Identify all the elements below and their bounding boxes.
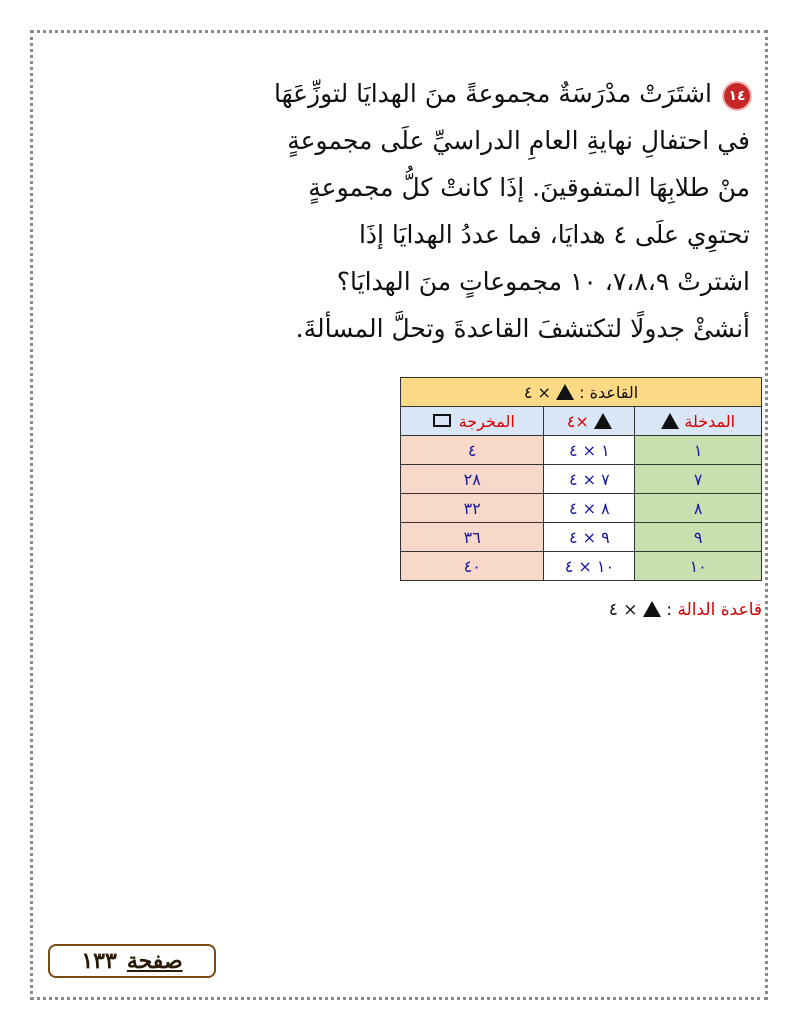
cell-input: ١ [635,436,762,465]
table-row [401,494,762,523]
question-line-3: منْ طلابِهَا المتفوقينَ. إذَا كانتْ كلُّ مجموعةٍ [308,173,750,202]
question-line-2: في احتفالِ نهايةِ العامِ الدراسيِّ علَى مجموعةٍ [287,126,750,155]
header-input-label: المدخلة [684,411,736,431]
cell-input: ٩ [635,523,762,552]
cell-process: ٩ × ٤ [544,523,635,552]
triangle-icon [661,413,679,429]
rule-expression: × ٤ [523,382,551,402]
header-output [401,407,544,436]
function-rule-expression: × ٤ [608,600,638,620]
page-number: ١٣٣ [81,948,117,974]
rule-table [400,377,762,581]
cell-input: ٨ [635,494,762,523]
question-block [210,70,750,352]
cell-process: ١٠ × ٤ [544,552,635,581]
cell-process: ١ × ٤ [544,436,635,465]
table-row [401,465,762,494]
table-header-row [401,407,762,436]
table-row [401,552,762,581]
header-process [544,407,635,436]
square-icon [433,414,451,427]
question-number-badge: ١٤ [724,83,750,109]
question-text-1: اشتَرَتْ مدْرَسَةٌ مجموعةً منَ الهدايَا لتوزِّعَهَا [273,79,712,108]
question-line-1 [210,70,750,117]
cell-process: ٧ × ٤ [544,465,635,494]
function-rule [560,600,762,620]
question-line-4: تحتوِي علَى ٤ هدايَا، فما عددُ الهدايَا إذَا [358,220,750,249]
cell-output: ٤ [401,436,544,465]
rule-row [401,378,762,407]
question-line-6: أنشئْ جدولًا لتكتشفَ القاعدةَ وتحلَّ المسألةَ. [295,314,750,343]
page-word: صفحة [126,948,183,974]
function-rule-label: قاعدة الدالة [677,600,762,620]
cell-output: ٣٢ [401,494,544,523]
question-line-5: اشترتْ ٧،٨،٩، ١٠ مجموعاتٍ منَ الهدايَا؟ [336,267,750,296]
header-process-label: ×٤ [566,411,589,431]
page-number-label [48,944,216,978]
triangle-icon [594,413,612,429]
cell-input: ١٠ [635,552,762,581]
cell-process: ٨ × ٤ [544,494,635,523]
header-output-label: المخرجة [458,411,515,431]
triangle-icon [643,601,661,617]
rule-label: القاعدة : [579,382,639,402]
cell-output: ٢٨ [401,465,544,494]
table-row [401,436,762,465]
cell-input: ٧ [635,465,762,494]
triangle-icon [556,384,574,400]
cell-output: ٣٦ [401,523,544,552]
cell-output: ٤٠ [401,552,544,581]
header-input [635,407,762,436]
rule-cell [401,378,762,407]
table-row [401,523,762,552]
function-rule-colon: : [666,600,673,620]
